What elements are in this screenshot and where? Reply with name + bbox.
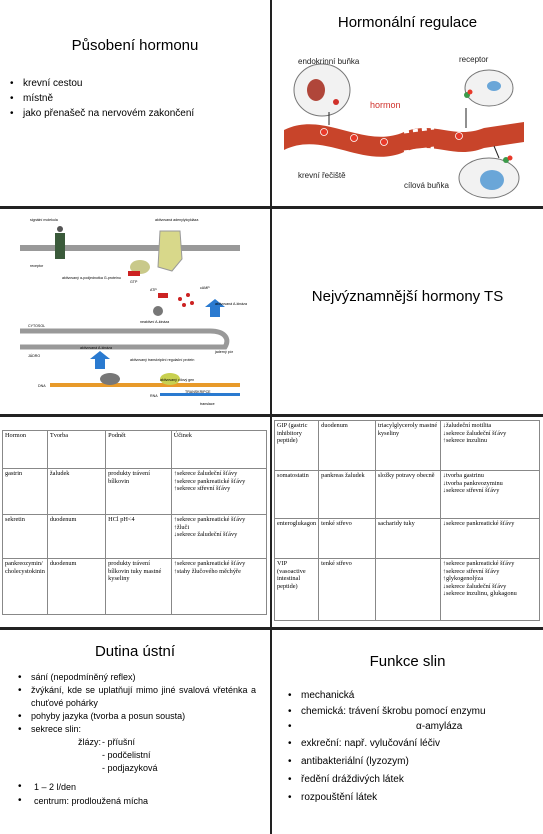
slide-title: Dutina ústní (94, 643, 176, 660)
table-cell: sekretin (3, 515, 48, 559)
table-cell: GIP (gastric inhibitory peptide) (275, 421, 319, 471)
table-cell (171, 469, 266, 515)
signal-transduction-diagram (10, 211, 250, 411)
effect-line: ↓sekrece žaludeční šťávy (442, 429, 507, 437)
slide-oral-cavity (0, 630, 270, 834)
hormone-dot (351, 135, 358, 142)
gland-item: - příušní (102, 737, 136, 747)
camp-dot (190, 301, 194, 305)
hormone-dot (508, 156, 513, 161)
slide-signal-transduction (0, 209, 270, 414)
glands-block (0, 736, 270, 776)
table-row (3, 515, 267, 559)
hormone-table (274, 420, 540, 621)
bullet-item: • krevní cestou (10, 76, 270, 91)
table-cell: enteroglukagon (275, 519, 319, 559)
bullet-item: • 1 – 2 l/den (18, 780, 256, 794)
table-cell (440, 471, 539, 519)
hormonal-regulation-diagram (284, 50, 524, 200)
effect-line: ↓tvorba gastrinu (442, 472, 484, 479)
effect-line: ↓sekrece žaludeční šťávy (173, 531, 238, 539)
table-cell: tenké střevo (319, 559, 376, 621)
label: aktivovaná A-kináza (215, 302, 247, 306)
effect-line: ↑stahy žlučového měchýře (173, 567, 241, 575)
hormone-dot (456, 133, 463, 140)
effect-line: ↑sekrece střevní šťávy (173, 485, 231, 493)
slide-title: Hormonální regulace (337, 14, 478, 31)
nuclear-membrane (20, 331, 227, 347)
camp-dot (186, 293, 190, 297)
table-cell (375, 559, 440, 621)
table-header-row (3, 431, 267, 469)
label: ATP (150, 288, 157, 292)
atp-label-box (158, 293, 168, 298)
table-cell: duodenum (47, 515, 105, 559)
enzyme-line (288, 719, 533, 735)
label: DNA (38, 384, 46, 388)
table-cell: duodenum (319, 421, 376, 471)
bullet-item: • centrum: prodloužená mícha (18, 794, 256, 808)
bullet-list (18, 671, 256, 736)
effect-line: ↑glykogenolýza (442, 575, 484, 583)
receptor-nucleus (487, 81, 501, 91)
label: neaktivní A-kináza (140, 320, 170, 324)
table-cell: produkty trávení bílkovin (106, 469, 172, 515)
table-header: Tvorba (47, 431, 105, 469)
hormone-table (2, 430, 267, 615)
bullet-item: • jako přenašeč na nervovém zakončení (10, 106, 270, 121)
label: CYTOSOL (28, 324, 46, 328)
receptor-shape (55, 233, 65, 259)
label-hormone: hormon (370, 100, 401, 110)
target-nucleus (480, 170, 504, 190)
effect-line: ↑žluči (173, 523, 190, 531)
table-cell (171, 515, 266, 559)
bullet-list (18, 780, 256, 808)
table-cell: tenké střevo (319, 519, 376, 559)
effect-line: ↑sekrece pankreatické šťávy (442, 560, 515, 567)
table-cell (440, 559, 539, 621)
bullet-item: • antibakteriální (lyzozym) (288, 753, 533, 771)
label: jaderný pór (215, 350, 233, 354)
bullet-item: • sekrece slin: (18, 723, 256, 736)
label: JÁDRO (28, 354, 41, 358)
table-cell: VIP (vasoactive intestinal peptide) (275, 559, 319, 621)
label: cAMP (200, 286, 210, 290)
label: translace (200, 402, 215, 406)
hormone-dot (381, 139, 388, 146)
label: aktivovaná A-kináza (80, 346, 112, 350)
effect-line: ↓sekrece střevní šťávy (442, 487, 500, 495)
table-cell (440, 519, 539, 559)
slide-hormones-title (272, 209, 543, 414)
table-cell: žaludek (47, 469, 105, 515)
dna-strand (50, 383, 240, 387)
effect-line: ↑sekrece pankreatické šťávy (173, 516, 246, 523)
bullet-item: • mechanická (288, 687, 533, 705)
horizontal-divider-2 (0, 414, 543, 417)
camp-dot (178, 297, 182, 301)
table-cell: pankreas žaludek (319, 471, 376, 519)
effect-line: ↓sekrece inzulinu, glukagonu (442, 590, 517, 598)
table-row (275, 471, 540, 519)
kinase-in-nucleus (90, 351, 110, 369)
bullet-list (288, 687, 533, 807)
bullet-list (10, 76, 270, 121)
bullet-item: • chemická: trávení škrobu pomocí enzymu (288, 705, 533, 719)
table-row (275, 559, 540, 621)
label: TRANSKRIPCE (185, 390, 211, 394)
endocrine-nucleus (307, 79, 325, 101)
effect-line: ↓tvorba pankreozyminu (442, 479, 503, 487)
bullet-item: • ředění dráždivých látek (288, 771, 533, 789)
effect-line: ↑sekrece pankreatické šťávy (173, 560, 246, 567)
slide-title: Působení hormonu (71, 37, 199, 54)
label: signální molekula (30, 218, 58, 222)
glands-label: žlázy: (78, 737, 102, 747)
adenylyl-cyclase (158, 231, 182, 271)
label: receptor (30, 264, 44, 268)
hormone-dot (333, 99, 339, 105)
effect-line: ↓sekrece žaludeční šťávy (442, 582, 507, 590)
table-cell: produkty trávení bílkovin tuky mastné kyseliny (106, 559, 172, 615)
table-cell: somatostatin (275, 471, 319, 519)
label-bloodstream: krevní řečiště (298, 171, 346, 180)
slide-hormonal-regulation (272, 0, 543, 206)
cell-membrane (20, 245, 240, 251)
table-cell: sacharidy tuky (375, 519, 440, 559)
bullet-item: • místně (10, 91, 270, 106)
camp-dot (182, 303, 186, 307)
effect-line: ↑sekrece pankreatické šťávy (173, 477, 246, 485)
table-cell: gastrin (3, 469, 48, 515)
table-cell: duodenum (47, 559, 105, 615)
label: aktivovaný α-podjednotka G-proteinu (62, 276, 121, 280)
gland-item: - podčelistní (102, 750, 151, 760)
inactive-kinase (153, 306, 163, 316)
slide-title: Nejvýznamnější hormony TS (311, 288, 504, 305)
table-header: Účinek (171, 431, 266, 469)
table-cell: složky potravy obecně (375, 471, 440, 519)
hormone-dot (321, 129, 328, 136)
gland-item: - podjazyková (102, 763, 158, 773)
bullet-item: • pohyby jazyka (tvorba a posun sousta) (18, 710, 256, 723)
table-cell (440, 421, 539, 471)
slide-hormone-action (0, 0, 270, 206)
table-row (3, 559, 267, 615)
label: aktivovaný transkripční regulační protein (130, 358, 195, 362)
enzyme-name: α-amyláza (416, 721, 463, 732)
label: GTP (130, 280, 138, 284)
slide-hormone-table-2 (274, 420, 542, 626)
table-cell: HCl pH<4 (106, 515, 172, 559)
effect-line: ↑sekrece střevní šťávy (442, 567, 500, 575)
slide-title: Funkce slin (369, 653, 446, 670)
table-header: Podnět (106, 431, 172, 469)
arrow (494, 146, 499, 158)
label: aktivovaný cílový gen (160, 378, 195, 382)
bullet-item: • žvýkání, kde se uplatňují mimo jiné svalová vřeténka a chuťové pohárky (18, 684, 256, 710)
table-row (275, 519, 540, 559)
table-row (275, 421, 540, 471)
gtp-label-box (128, 271, 140, 276)
table-cell (171, 559, 266, 615)
slide-hormone-table-1 (2, 430, 268, 626)
signal-molecule (57, 226, 63, 232)
effect-line: ↑sekrece žaludeční šťávy (173, 470, 238, 477)
label: RNA (150, 394, 158, 398)
protein-blob (100, 373, 120, 385)
label-receptor: receptor (459, 55, 489, 64)
label-target-cell: cílová buňka (404, 181, 449, 190)
table-header: Hormon (3, 431, 48, 469)
table-cell: triacylglyceroly mastné kyseliny (375, 421, 440, 471)
bullet-item: • sání (nepodmíněný reflex) (18, 671, 256, 684)
hormone-dot (468, 90, 473, 95)
effect-line: ↓žaludeční motilita (442, 422, 492, 429)
effect-line: ↓sekrece pankreatické šťávy (442, 520, 515, 527)
bullet-item: • rozpouštění látek (288, 789, 533, 807)
slide-saliva-function (272, 630, 543, 834)
label: aktivovaná adenylylcykláza (155, 218, 199, 222)
table-row (3, 469, 267, 515)
table-cell: pankreozymin/ cholecystokinin (3, 559, 48, 615)
label-endocrine-cell: endokrinní buňka (298, 57, 360, 66)
bullet-item: • exkreční: např. vylučování léčiv (288, 735, 533, 753)
effect-line: ↑sekrece inzulinu (442, 437, 488, 445)
